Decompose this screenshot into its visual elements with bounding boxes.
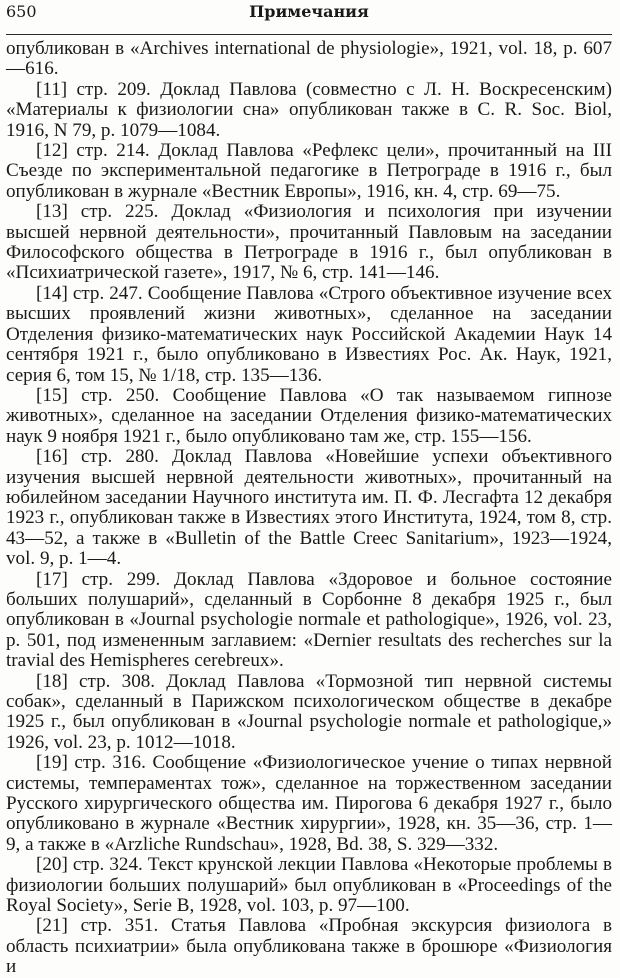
note-19: [19] стр. 316. Сообщение «Физиологическое учение о типах нервной системы, темпераментах тож», сделанное на торжественном заседании Русского хирургического общества им. Пирогова 6 декабря 1927 г., было опубликовано в журнале «Вестник хирургии», 1928, кн. 35—36, стр. 1—9, а также в «Arzliche Rundschau», 1928, Bd. 38, S. 329—332. [6, 752, 612, 855]
note-21: [21] стр. 351. Статья Павлова «Пробная экскурсия физиолога в область психиатрии» была опубликована также в брошюре «Физиология и [6, 915, 612, 978]
note-17: [17] стр. 299. Доклад Павлова «Здоровое и больное состояние больших полушарий», сделанный в Сорбонне 8 декабря 1925 г., был опубликован в «Journal psychologie normale et pathologique», 1926, vol. 23, p. 501, под измененным заглавием: «Dernier resultats des recherches sur la travial des Hemispheres cerebreux». [6, 568, 612, 672]
note-continuation: опубликован в «Archives international de physiologie», 1921, vol. 18, p. 607—616. [6, 38, 612, 80]
running-head: Примечания [249, 2, 369, 21]
note-16: [16] стр. 280. Доклад Павлова «Новейшие успехи объективного изучения высшей нервной деятельности животных», прочитанный на юбилейном заседании Научного института им. П. Ф. Лесгафта 12 декабря 1923 г., опубликован также в Известиях этого Института, 1924, том 8, стр. 43—52, а также в «Bulletin of the Battle Creec Sanitarium», 1923—1924, vol. 9, p. 1—4. [6, 446, 612, 570]
note-14: [14] стр. 247. Сообщение Павлова «Строго объективное изучение всех высших проявлений жизни животных», сделанное на заседании Отделения физико-математических наук Российской Академии Наук 14 сентября 1921 г., было опубликовано в Известиях Рос. Ак. Наук, 1921, серия 6, том 15, № 1/18, стр. 135—136. [6, 282, 612, 386]
notes-body [6, 39, 612, 978]
note-15: [15] стр. 250. Сообщение Павлова «О так называемом гипнозе животных», сделанное на заседании Отделения физико-математических наук 9 ноября 1921 г., было опубликовано там же, стр. 155—156. [6, 384, 612, 447]
note-12: [12] стр. 214. Доклад Павлова «Рефлекс цели», прочитанный на III Съезде по экспериментальной педагогике в Петрограде в 1916 г., был опубликован в журнале «Вестник Европы», 1916, кн. 4, стр. 69—75. [6, 140, 612, 202]
note-11: [11] стр. 209. Доклад Павлова (совместно с Л. Н. Воскресенским) «Материалы к физиологии сна» опубликован также в C. R. Soc. Biol, 1916, N 79, p. 1079—1084. [6, 78, 612, 141]
note-18: [18] стр. 308. Доклад Павлова «Тормозной тип нервной системы собак», сделанный в Парижском психологическом обществе в декабре 1925 г., был опубликован в «Journal psychologie normale et pathologique,» 1926, vol. 23, p. 1012—1018. [6, 670, 612, 753]
note-20: [20] стр. 324. Текст крунской лекции Павлова «Некоторые проблемы в физиологии больших полушарий» был опубликован в «Proceedings of the Royal Society», Serie B, 1928, vol. 103, p. 97—100. [6, 854, 612, 917]
page-number: 650 [6, 2, 37, 21]
note-13: [13] стр. 225. Доклад «Физиология и психология при изучении высшей нервной деятельности», прочитанный Павловым на заседании Философского общества в Петрограде в 1916 г., был опубликован в «Психиатрической газете», 1917, № 6, стр. 141—146. [6, 201, 612, 284]
page-header [6, 0, 612, 35]
